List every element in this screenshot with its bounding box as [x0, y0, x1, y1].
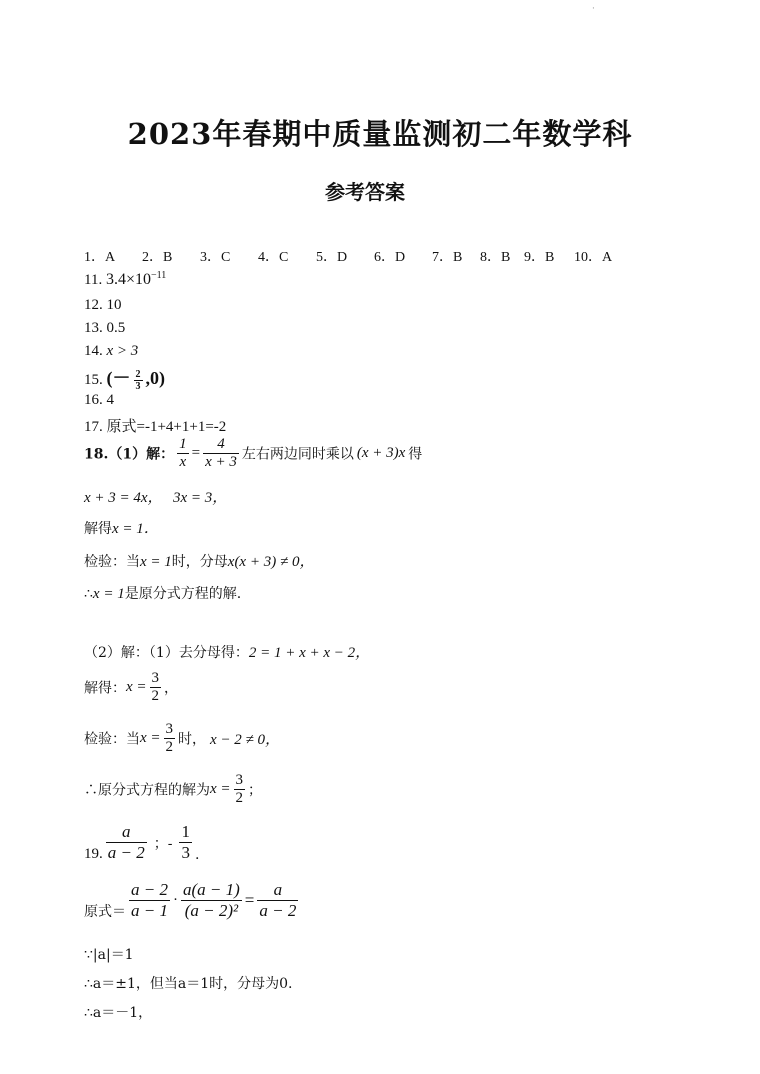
text: 检验：当	[84, 554, 140, 570]
expression: x − 2 ≠ 0，	[210, 732, 281, 748]
page-subtitle: 参考答案	[325, 180, 405, 204]
denominator: a − 2	[259, 901, 297, 920]
numerator: a(a − 1)	[182, 880, 240, 899]
choice-answer: 1．A	[84, 250, 116, 265]
text: （2）解：（1）去分母得：	[84, 645, 249, 661]
expression: x =	[210, 781, 231, 797]
text: 检验：当	[84, 731, 140, 748]
fraction	[134, 369, 143, 392]
answer-16: 16. 4	[84, 392, 114, 408]
choice-answers	[84, 246, 612, 266]
text: 解得：	[84, 680, 126, 697]
fraction	[106, 822, 147, 863]
choice-answer: 5．D	[316, 250, 348, 265]
numerator: a − 2	[131, 880, 168, 899]
expression: x = 1	[92, 586, 125, 602]
text: 左右两边同时乘以	[241, 446, 354, 463]
text: 原式＝	[84, 904, 126, 920]
numerator: 1	[181, 822, 190, 841]
answer-12: 12. 10	[84, 297, 122, 313]
answer-value: 3.4×10	[105, 271, 151, 288]
equals: =	[191, 445, 201, 461]
text: ；	[248, 782, 263, 799]
fraction	[177, 436, 189, 471]
denominator: 2	[151, 688, 160, 704]
fraction	[129, 880, 170, 921]
answer-18-part2-line1	[84, 641, 370, 662]
denominator: (a − 2)²	[181, 900, 242, 921]
choice-answer: 4．C	[258, 250, 289, 265]
numerator: 3	[235, 772, 244, 788]
denominator: a − 1	[131, 901, 168, 920]
answer-label: 19.	[84, 846, 103, 862]
answer-19-line3: ∵|a|＝1	[84, 947, 134, 963]
expression: x =	[140, 730, 161, 746]
answer-18-part1-line5	[84, 583, 241, 603]
fraction	[257, 880, 298, 921]
text: 时，	[178, 731, 207, 748]
answer-18-part2-line2	[84, 670, 178, 705]
denominator: x + 3	[205, 454, 237, 470]
choice-answer: 7．B	[432, 250, 463, 265]
numerator: 4	[217, 436, 225, 452]
expression: x = 1	[140, 554, 172, 570]
text: .	[194, 847, 200, 863]
exponent: −11	[150, 270, 167, 281]
fraction	[179, 822, 192, 863]
numerator: 3	[165, 721, 174, 737]
fraction	[181, 880, 242, 921]
answer-19-line1	[84, 822, 199, 863]
answer-15	[84, 364, 165, 392]
answer-18-part1-line2	[84, 486, 227, 507]
answer-13: 13. 0.5	[84, 320, 126, 336]
answer-value-close: ,0)	[145, 368, 165, 388]
corner-mark: ·	[592, 4, 595, 14]
separator: ；-	[153, 835, 173, 852]
text: 是原分式方程的解.	[124, 586, 242, 602]
denominator: 3	[135, 381, 141, 393]
choice-answer: 3．C	[200, 250, 231, 265]
text: 解得	[84, 521, 112, 537]
dot: ·	[172, 892, 178, 908]
answer-19-line2	[84, 880, 301, 921]
numerator: 1	[179, 436, 187, 452]
choice-answer: 10．A	[574, 250, 613, 265]
fraction	[234, 772, 246, 807]
answer-19-line5: ∴a＝－1，	[84, 1005, 153, 1021]
answer-18-part1-line3	[84, 517, 159, 538]
choice-answer: 9．B	[524, 250, 555, 265]
answer-19-line4: ∴a＝±1，但当a＝1时，分母为0.	[84, 976, 293, 992]
answer-label: 18.（1）解：	[84, 446, 175, 463]
answer-value-open: (－	[106, 368, 131, 388]
numerator: 3	[151, 670, 160, 686]
text: 时，分母	[171, 554, 228, 570]
answer-18-part1-line4	[84, 550, 314, 571]
denominator: 3	[181, 843, 190, 862]
expression: 3x = 3，	[173, 490, 228, 506]
denominator: x	[177, 453, 189, 471]
numerator: a	[121, 822, 131, 841]
text: 得	[408, 446, 423, 463]
answer-18-part2-line4	[84, 772, 262, 807]
answer-value: x > 3	[106, 343, 139, 359]
answer-17: 17. 原式=-1+4+1+1=-2	[84, 419, 227, 435]
equals: =	[244, 890, 255, 910]
fraction	[203, 436, 239, 471]
answer-11	[84, 270, 166, 289]
expression: (x + 3)x	[356, 445, 406, 461]
fraction	[164, 721, 176, 756]
expression: x =	[126, 679, 147, 695]
answer-18-part1-line1	[84, 436, 422, 471]
expression: x + 3 = 4x，	[84, 490, 163, 506]
numerator: a	[273, 880, 283, 899]
page-title: 2023年春期中质量监测初二年数学科	[127, 117, 633, 151]
therefore-symbol: ∴	[84, 586, 93, 602]
expression: x = 1．	[112, 521, 159, 537]
choice-answer: 2．B	[142, 250, 173, 265]
answer-label: 11.	[84, 272, 103, 288]
denominator: 2	[235, 790, 244, 806]
choice-answer: 6．D	[374, 250, 406, 265]
answer-label: 15.	[84, 372, 103, 388]
expression: x(x + 3) ≠ 0，	[227, 554, 315, 570]
fraction	[150, 670, 162, 705]
choice-answer: 8．B	[480, 250, 511, 265]
answer-label: 14.	[84, 343, 103, 359]
text: ∴原分式方程的解为	[84, 782, 210, 799]
denominator: a − 2	[107, 843, 145, 862]
denominator: 2	[165, 739, 174, 755]
numerator: 2	[135, 369, 141, 381]
answer-14	[84, 343, 138, 360]
expression: 2 = 1 + x + x − 2，	[248, 645, 371, 661]
answer-18-part2-line3	[84, 721, 280, 756]
text: ，	[164, 680, 179, 697]
